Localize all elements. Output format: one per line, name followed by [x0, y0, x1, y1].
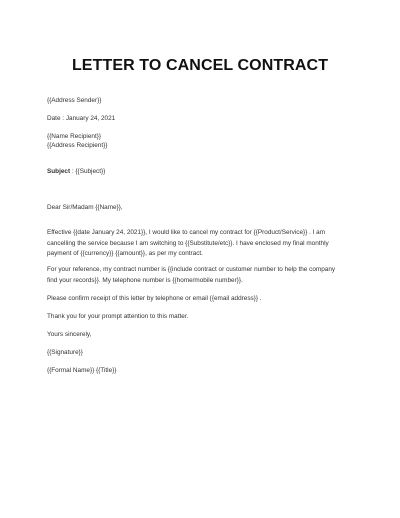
name-recipient: {{Name Recipient}} [47, 133, 102, 140]
paragraph-confirm: Please confirm receipt of this letter by telephone or email {{email address}} . [47, 295, 262, 302]
formal-name: {{Formal Name}} {{Title}} [47, 367, 117, 374]
closing: Yours sincerely, [47, 331, 92, 338]
paragraph-line: find your records}}. My telephone number is {{home/mobile number}}. [47, 276, 243, 284]
address-sender: {{Address Sender}} [47, 97, 102, 104]
paragraph-reference [47, 265, 357, 286]
signature: {{Signature}} [47, 349, 83, 356]
subject-line [47, 167, 105, 176]
paragraph-cancellation [47, 228, 357, 260]
paragraph-thanks: Thank you for your prompt attention to this matter. [47, 313, 189, 320]
paragraph-line: For your reference, my contract number is {{include contract or customer number to help the company [47, 266, 336, 273]
paragraph-line: Effective {{date January 24, 2021}}, I would like to cancel my contract for {{Product/Service}} . I am [47, 229, 326, 236]
letter-title: LETTER TO CANCEL CONTRACT [71, 57, 329, 74]
date-line: Date : January 24, 2021 [47, 115, 116, 122]
salutation: Dear Sir/Madam {{Name}}, [47, 204, 123, 211]
paragraph-line: payment of {{currency}} {{amount}}, as per my contract. [47, 250, 203, 257]
address-recipient: {{Address Recipient}} [47, 142, 108, 149]
subject-value: : {{Subject}} [70, 168, 106, 175]
subject-label: Subject [47, 168, 71, 175]
paragraph-line: cancelling the service because I am switching to {{Substitute/etc}}. I have enclosed my final monthly [47, 239, 329, 247]
